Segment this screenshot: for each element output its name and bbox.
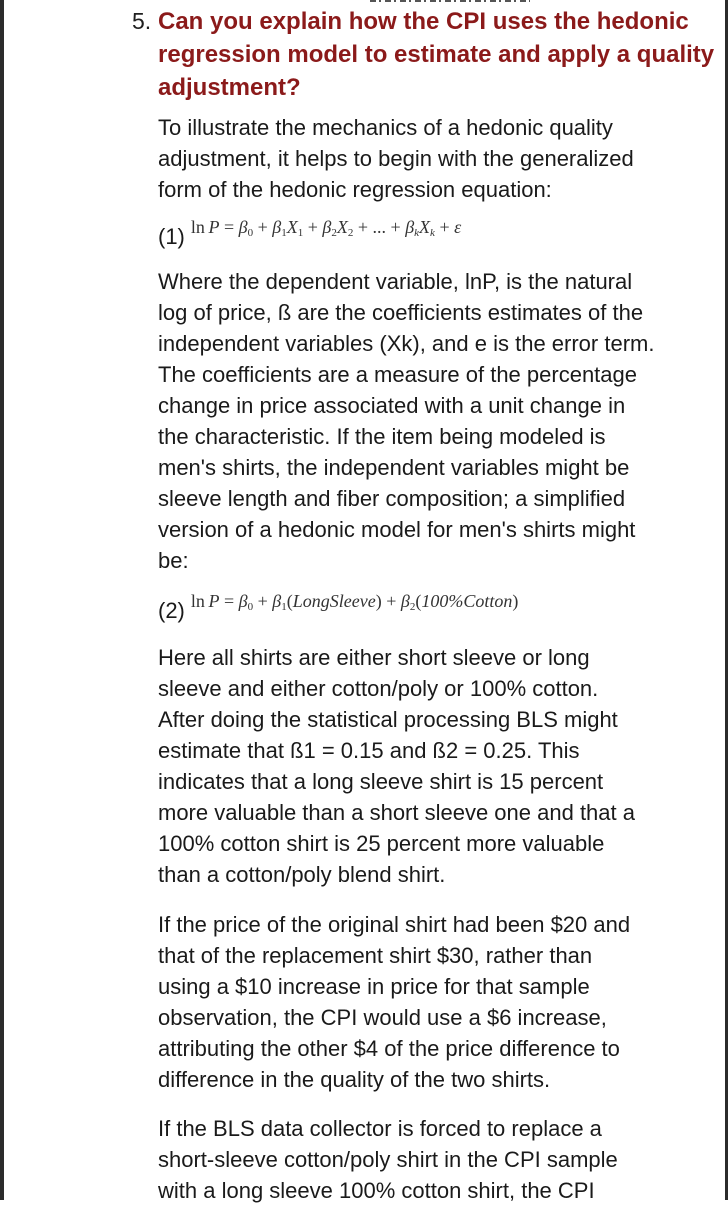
shirts-paragraph: Here all shirts are either short sleeve or long sleeve and either cotton/poly or 100% cotton. After doing the statistical processing BLS might estimate that ß1 = 0.15 and ß2 = 0.25. This indicates that a long sleeve shirt is 15 percent more valuable than a short sleeve one and that a 100% cotton shirt is 25 percent more valuable than a cotton/poly blend shirt. [158, 645, 635, 887]
replacement-paragraph: If the BLS data collector is forced to replace a short-sleeve cotton/poly shirt in the CPI sample with a long sleeve 100% cotton shirt, the CPI [158, 1116, 618, 1203]
cropped-header-remnant [370, 0, 530, 4]
intro-paragraph: To illustrate the mechanics of a hedonic quality adjustment, it helps to begin with the generalized form of the hedonic regression equation: [158, 115, 634, 202]
explanation-paragraph: Where the dependent variable, lnP, is the natural log of price, ß are the coefficients estimates of the independent variables (Xk), and e is the error term. The coefficients are a measure of the percentage change in price associated with a unit change in the characteristic. If the item being modeled is men's shirts, the independent variables might be sleeve length and fiber composition; a simplified version of a hedonic model for men's shirts might be: [158, 269, 655, 573]
equation-2-term-long-sleeve: LongSleeve [292, 591, 376, 611]
left-frame-border [0, 0, 4, 1200]
price-example-paragraph: If the price of the original shirt had been $20 and that of the replacement shirt $30, rather than using a $10 increase in price for that sample observation, the CPI would use a $6 increase, attributing the other $4 of the price difference to difference in the quality of the two shirts. [158, 912, 631, 1092]
equation-2-formula: $\ln P = \beta_0$ + $\beta_1(LongSleeve)$ + $\beta_2(100\%Cotton)$ [190, 591, 519, 613]
equation-2-term-cotton: 100%Cotton [421, 591, 513, 611]
equation-1 [158, 217, 462, 250]
equation-1-number: (1) [158, 224, 185, 249]
question-title: Can you explain how the CPI uses the hedonic regression model to estimate and apply a quality adjustment? [158, 8, 715, 101]
equation-1-formula: $\ln P = \beta_0 + \beta_1X_1 + \beta_2X_2$ + ... + $\beta_kX_k + \varepsilon$ [190, 217, 462, 239]
question-number: 5. [132, 8, 152, 34]
equation-2 [158, 591, 519, 624]
equation-2-number: (2) [158, 598, 185, 623]
